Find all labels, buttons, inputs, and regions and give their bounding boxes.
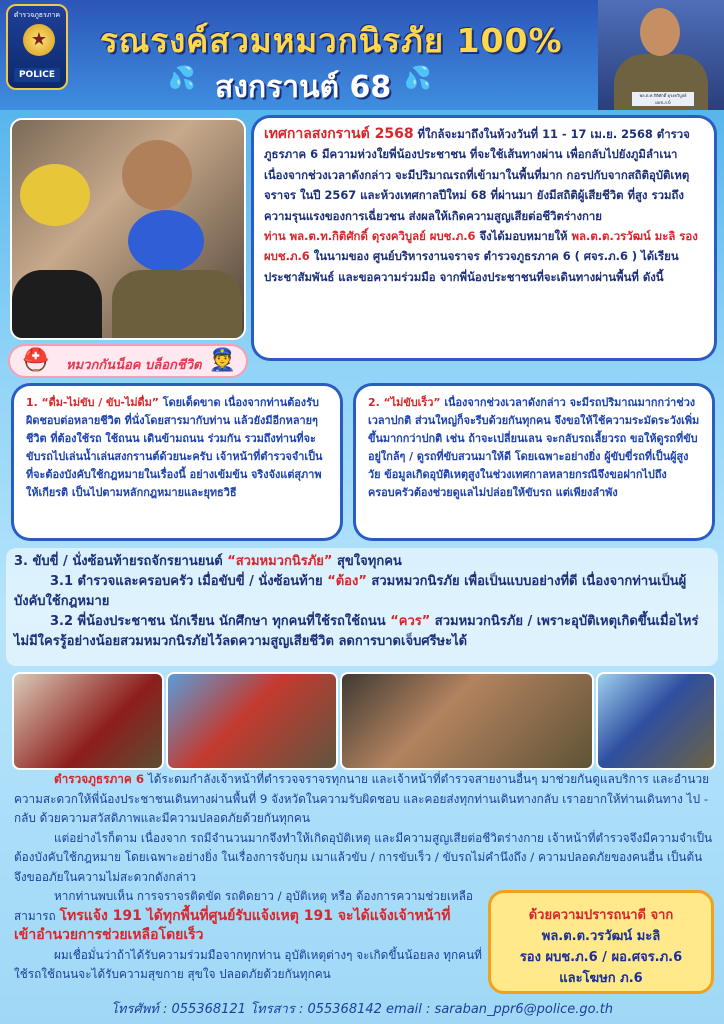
- contact-footer: โทรศัพท์ : 055368121 โทรสาร : 055368142 email : saraban_ppr6@police.go.th: [110, 1002, 614, 1017]
- section3-heading-c: สุขใจทุกคน: [332, 554, 402, 569]
- ceremony-photo: [12, 672, 164, 770]
- section3-item-2: [14, 612, 710, 652]
- officer-head: [122, 140, 192, 210]
- signature-line-2: พล.ต.ต.วรวัฒน์ มะลิ: [541, 929, 661, 944]
- event-photo: [166, 672, 338, 770]
- card1-body: โดยเด็ดขาด เนื่องจากท่านต้องรับผิดชอบต่อหลายชีวิต ที่นั่งโดยสารมากับท่าน แล้วยังมีอีกหลายๆ ชีวิต ที่ต้องใช้รถ ใช้ถนน เดินข้ามถนน ร่วมกัน รวมถึงท่านที่จะขับรถไปเล่นน้ำเล่นสงกรานต์ด้วยนะครับ เจ้าหน้าที่ตำรวจจำเป็นที่จะต้องบังคับใช้กฎหมายในเรื่องนี้ อย่างเข้มข้น จริงจังแต่สุภาพ ให้เกียรติ เป็นไปตามหลักกฎหมายและยุทธวิธี: [26, 396, 323, 499]
- officer-uniform: [112, 270, 242, 340]
- campaign-subtitle: สงกรานต์ 68: [215, 70, 392, 105]
- item2-b: “ควร”: [390, 614, 431, 629]
- closing-paragraph-3: [14, 887, 474, 946]
- signature-line-3: รอง ผบช.ภ.6 / ผอ.ศจร.ภ.6: [519, 950, 683, 965]
- section3-heading-a: 3. ขับขี่ / นั่งซ้อนท้ายรถจักรยานยนต์: [14, 554, 228, 569]
- intro-panel: [254, 118, 714, 358]
- intro-lead: เทศกาลสงกรานต์ 2568: [264, 126, 414, 142]
- rule-card-no-drink-drive: [14, 386, 340, 538]
- closing-paragraph-1: [14, 770, 714, 829]
- closing-lead: ตำรวจภูธรภาค 6: [54, 772, 145, 786]
- water-splash-icon: 💦: [168, 66, 196, 91]
- item1-c: สวมหมวกนิรภัย เพื่อเป็นแบบอย่างที่ดี เนื่องจากท่านเป็นผู้บังคับใช้กฎหมาย: [14, 574, 687, 609]
- card1-title: 1. “ดื่ม-ไม่ขับ / ขับ-ไม่ดื่ม”: [26, 396, 159, 409]
- helmet-handout-photo: [596, 672, 716, 770]
- intro-text-1: ที่ใกล้จะมาถึงในห้วงวันที่ 11 - 17 เม.ย. 2568 ตำรวจภูธรภาค 6 มีความห่วงใยพี่น้องประชาชน ที่จะใช้เส้นทางผ่าน เพื่อกลับไปยังภูมิลำเนา เนื่องจากช่วงเวลาดังกล่าว จะมีปริมาณรถที่เข้ามาในพื้นที่มาก กอรปกับจากสถิติอุบัติเหตุจราจร ในปี 2567 และห้วงเทศกาลปีใหม่ 68 ที่ผ่านมา ยังมีสถิติผู้เสียชีวิต ที่สูง รวมถึงความรุนแรงของการเฉี่ยวชน ส่งผลให้เกิดความสูญเสียต่อชีวิตร่างกาย: [264, 127, 690, 223]
- closing-paragraph-4: ผมเชื่อมั่นว่าถ้าได้รับความร่วมมือจากทุกท่าน อุบัติเหตุต่างๆ จะเกิดขึ้นน้อยลง ทุกคนที่ใช้รถใช้ถนนจะได้รับความสุขกาย สุขใจ ปลอดภัยด้วยกันทุกคน: [14, 947, 482, 981]
- slogan-text: หมวกกันน็อค บล็อกชีวิต: [66, 358, 202, 373]
- card2-title: 2. “ไม่ขับเร็ว”: [368, 396, 441, 409]
- section3-item-1: [14, 572, 710, 612]
- intro-text-3: ในนามของ ศูนย์บริหารงานจราจร ตำรวจภูธรภาค 6 ( ศจร.ภ.6 ) ได้เรียนประชาสัมพันธ์ และขอความร่วมมือ จากพี่น้องประชาชนที่จะเดินทางผ่านพื้นที่ ดังนี้: [264, 249, 679, 284]
- hotline-191-text: โทรแจ้ง 191 ได้ทุกพื้นที่ศูนย์รับแจ้งเหตุ 191 จะได้แจ้งเจ้าหน้าที่ เข้าอำนวยการช่วยเหลือโดยเร็ว: [14, 907, 451, 943]
- water-splash-icon: 💦: [404, 66, 432, 91]
- child-shirt: [12, 270, 102, 340]
- intro-text-2: จึงได้มอบหมายให้: [475, 229, 572, 244]
- portrait-head: [640, 8, 680, 56]
- item1-a: 3.1 ตำรวจและครอบครัว เมื่อขับขี่ / นั่งซ้อนท้าย: [50, 574, 328, 589]
- deputy-name: พล.ต.ต.วรวัฒน์ มะลิ รอง ผบช.ภ.6: [264, 229, 698, 264]
- closing-paragraph-2: แต่อย่างไรก็ตาม เนื่องจาก รถมีจำนวนมากจึงทำให้เกิดอุบัติเหตุ และมีความสูญเสียต่อชีวิตร่างกาย เจ้าหน้าที่ตำรวจจึงมีความจำเป็น ต้องบังคับใช้กฎหมาย โดยเฉพาะอย่างยิ่ง ในเรื่องการจับกุม เมาแล้วขับ / การขับเร็ว / ขับรถไม่คำนึงถึง / ความปลอดภัยของคนอื่น เป็นต้น จึงขออภัยในความไม่สะดวกดังกล่าว: [14, 830, 713, 884]
- commander-name: ท่าน พล.ต.ท.กิติศักดิ์ ดุรงควิบูลย์ ผบช.ภ.6: [264, 229, 476, 244]
- rule-card-no-speeding: [356, 386, 712, 538]
- signature-line-4: และโฆษก ภ.6: [559, 971, 643, 986]
- item2-c: สวมหมวกนิรภัย / เพราะอุบัติเหตุเกิดขึ้นเมื่อไหร่ไม่มีใครรู้อย่างน้อยสวมหมวกนิรภัยไว้ลดความสูญเสียชีวิต ลดการบาดเจ็บศรีษะได้: [14, 614, 699, 649]
- closing-p1: ได้ระดมกำลังเจ้าหน้าที่ตำรวจจราจรทุกนาย และเจ้าหน้าที่ตำรวจสายงานอื่นๆ มาช่วยกันดูแลบริการ และอำนวยความสะดวกให้พี่น้องประชาชนเดินทางผ่านพื้นที่ 9 จังหวัดในความรับผิดชอบ และคอยส่งทุกท่านเดินทางกลับ เราอยากให้ท่านเดินทาง ไป - กลับ ด้วยความสวัสดิภาพและมีความปลอดภัยด้วยกันทุกคน: [14, 772, 710, 825]
- badge-org-text: ตำรวจภูธรภาค: [13, 11, 61, 19]
- slogan-pill: [8, 344, 248, 378]
- item1-b: “ต้อง”: [327, 574, 367, 589]
- signature-line-1: ด้วยความปรารถนาดี จาก: [528, 908, 674, 923]
- card2-body: เนื่องจากช่วงเวลาดังกล่าว จะมีรถปริมาณมากกว่าช่วงเวลาปกติ ส่วนใหญ่ก็จะรีบด้วยกันทุกคน จึงขอให้ใช้ความระมัดระวังเพิ่มขึ้นมากกว่าปกติ เช่น ถ้าจะเปลี่ยนเลน จะกลับรถเลี้ยวรถ ขอให้ดูรถที่ขับอยู่ใกล้ๆ / ดูรถที่ขับสวนมาให้ดี โดยเฉพาะอย่างยิ่ง ผู้ขับขี่รถที่เป็นผู้สูงวัย ข้อมูลเกิดอุบัติเหตุสูงในช่วงเทศกาลหลายกรณีจึงขอฝากไปถึงครอบครัวต้องช่วยดูแลไม่ปล่อยให้ขับรถ แต่เพียงลำพัง: [368, 396, 700, 499]
- police-badge-logo: [6, 4, 68, 90]
- police-mascot-icon: 👮: [208, 348, 236, 373]
- item2-a: 3.2 พี่น้องประชาชน นักเรียน นักศึกษา ทุกคนที่ใช้รถใช้ถนน: [50, 614, 391, 629]
- badge-police-text: POLICE: [14, 68, 60, 82]
- section3-heading: [14, 552, 710, 572]
- officers-photo: [340, 672, 594, 770]
- blue-helmet: [128, 210, 204, 272]
- closing-p3: หากท่านพบเห็น การจราจรติดขัด รถติดยาว / อุบัติเหตุ หรือ ต้องการความช่วยเหลือสามารถ: [14, 889, 473, 923]
- signature-box: [488, 890, 714, 994]
- photo-strip: [0, 672, 724, 768]
- section3-heading-b: “สวมหมวกนิรภัย”: [227, 554, 333, 569]
- helmet-section: [6, 548, 718, 666]
- star-emblem-icon: ★: [23, 24, 55, 56]
- campaign-title: รณรงค์สวมหมวกนิรภัย 100%: [100, 21, 563, 60]
- commander-portrait: [598, 0, 724, 110]
- helmet-mascot-icon: ⛑️: [22, 348, 50, 373]
- yellow-helmet: [20, 164, 90, 226]
- helmet-fitting-photo: [10, 118, 246, 340]
- portrait-nameplate: พล.ต.ท.กิติศักดิ์ ดุรงควิบูลย์ ผบช.ภ.6: [632, 92, 694, 106]
